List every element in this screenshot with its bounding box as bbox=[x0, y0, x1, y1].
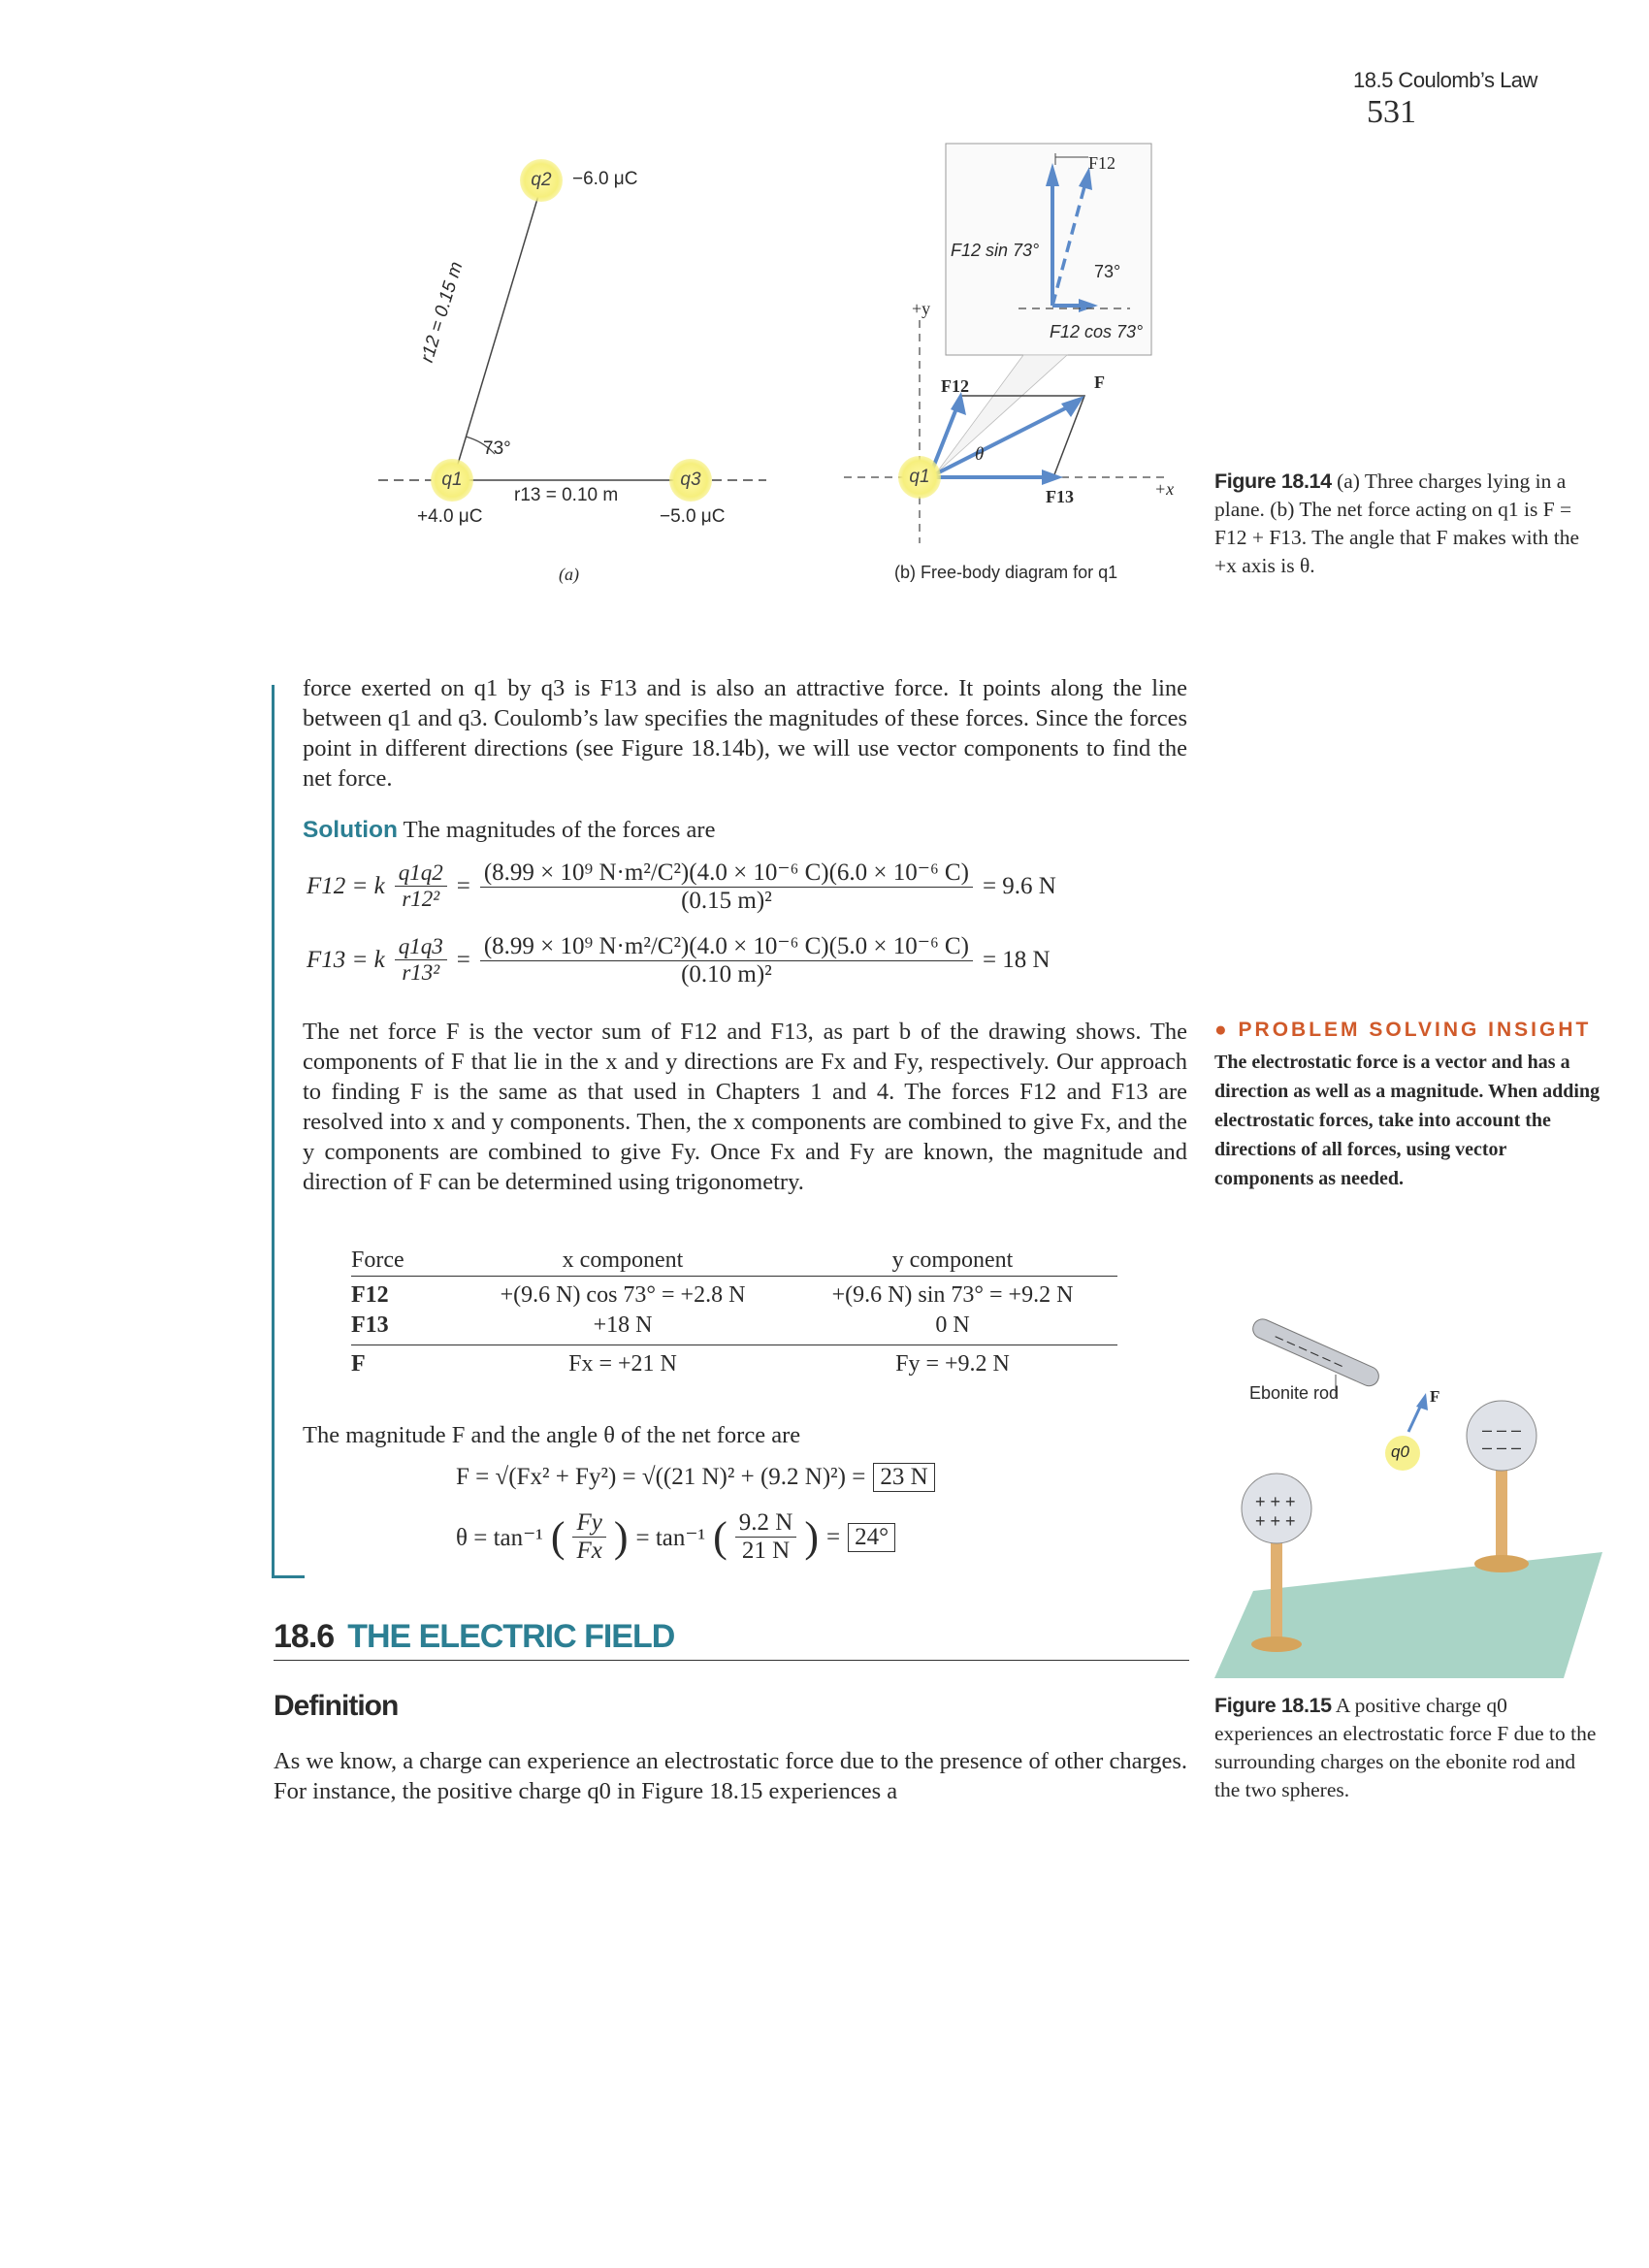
caption-label: Figure 18.15 bbox=[1214, 1694, 1332, 1717]
charge-q2: q2 bbox=[520, 159, 563, 202]
figure-15-illustration bbox=[1214, 1290, 1602, 1678]
q1-value: +4.0 μC bbox=[417, 506, 483, 527]
svg-text:– – –: – – – bbox=[1482, 1420, 1522, 1440]
charge-q3: q3 bbox=[669, 459, 712, 502]
paragraph-1: force exerted on q1 by q3 is F13 and is also an attractive force. It points along the line between q1 and q3. Coulomb’s law specifies the magnitudes of these forces. Since the forces point in different directions (see Figure 18.14b), we will use vector components to find the net force. bbox=[303, 675, 1187, 792]
figure-15-caption bbox=[1214, 1692, 1602, 1804]
charge-q0: q0 bbox=[1391, 1442, 1409, 1461]
eq2-lhs: F13 = k bbox=[307, 946, 385, 973]
q3-value: −5.0 μC bbox=[660, 506, 726, 527]
r13-label: r13 = 0.10 m bbox=[514, 485, 619, 505]
label-theta: θ bbox=[975, 444, 985, 465]
equation-f13: F13 = k $\frac{q1q3}{\text{r13²}}$ = $\frac{\text{(8.99 × 10⁹ N·m²/C²)(4.0 × 10⁻⁶ C)(5.0 × 10⁻⁶ C)}}{\text{(0.10 m)²}}$ = 18 N bbox=[307, 933, 1051, 988]
figure-14a-label: (a) bbox=[559, 565, 579, 584]
inset-F12: F12 bbox=[1088, 153, 1116, 173]
q2-value: −6.0 μC bbox=[572, 169, 638, 189]
charge-q1: q1 bbox=[431, 459, 473, 502]
page-number: 531 bbox=[1367, 94, 1416, 130]
charge-q1-b: q1 bbox=[898, 456, 941, 499]
eq2-value-fraction: $\frac{\text{(8.99 × 10⁹ N·m²/C²)(4.0 × 10⁻⁶ C)(5.0 × 10⁻⁶ C)}}{\text{(0.10 m)²}}$ bbox=[480, 931, 973, 988]
subheading: Definition bbox=[274, 1690, 399, 1722]
label-F12: F12 bbox=[941, 376, 969, 396]
plus-y: +y bbox=[912, 299, 931, 318]
problem-solving-insight bbox=[1214, 1019, 1602, 1193]
components-table bbox=[351, 1246, 1117, 1379]
inset-F12-cos: F12 cos 73° bbox=[1050, 322, 1144, 341]
eq1-result: = 9.6 N bbox=[982, 872, 1056, 899]
eq4-result: 24° bbox=[848, 1523, 895, 1552]
running-header bbox=[1353, 68, 1605, 131]
eq4-lhs: θ = tan⁻¹ bbox=[456, 1524, 543, 1551]
table-total-row: F Fx = +21 N Fy = +9.2 N bbox=[351, 1351, 1010, 1377]
equation-magnitude bbox=[456, 1463, 935, 1492]
figure-14b-label: (b) Free-body diagram for q1 bbox=[894, 563, 1118, 582]
angle-73: 73° bbox=[483, 438, 511, 459]
paragraph-3: The magnitude F and the angle θ of the net force are bbox=[303, 1422, 801, 1448]
equation-f12: F12 = k $\frac{q1q2}{\text{r12²}}$ = $\frac{\text{(8.99 × 10⁹ N·m²/C²)(4.0 × 10⁻⁶ C)(6.0 × 10⁻⁶ C)}}{\text{(0.15 m)²}}$ = 9.6 N bbox=[307, 859, 1056, 914]
section-title: 18.5 Coulomb’s Law bbox=[1353, 68, 1537, 92]
label-F: F bbox=[1094, 373, 1105, 392]
caption-label: Figure 18.14 bbox=[1214, 470, 1332, 493]
eq3-result: 23 N bbox=[873, 1463, 934, 1492]
table-row: F12 +(9.6 N) cos 73° = +2.8 N +(9.6 N) sin 73° = +9.2 N bbox=[351, 1282, 1074, 1308]
section-paragraph: As we know, a charge can experience an electrostatic force due to the presence of other charges. For instance, the positive charge q0 in Figure 18.15 experiences a bbox=[274, 1748, 1187, 1804]
force-F-label: F bbox=[1430, 1387, 1440, 1406]
table-row: F13 +18 N 0 N bbox=[351, 1311, 1117, 1345]
svg-text:+ + +: + + + bbox=[1255, 1511, 1296, 1531]
eq4-fraction-1: $\frac{Fy}{Fx}$ bbox=[572, 1509, 605, 1565]
figure-14-caption bbox=[1214, 468, 1602, 580]
ebonite-rod-label: Ebonite rod bbox=[1249, 1383, 1340, 1403]
figure-14a bbox=[369, 146, 776, 592]
solution-line bbox=[303, 815, 1187, 845]
solution-label: Solution bbox=[303, 817, 398, 843]
caption-text: A positive charge q0 experiences an electrostatic force F due to the surrounding charges on the ebonite rod and the two spheres. bbox=[1214, 1694, 1597, 1801]
section-number: 18.6 bbox=[274, 1618, 335, 1655]
eq1-value-fraction: $\frac{\text{(8.99 × 10⁹ N·m²/C²)(4.0 × 10⁻⁶ C)(6.0 × 10⁻⁶ C)}}{\text{(0.15 m)²}}$ bbox=[480, 858, 973, 915]
table-header-row bbox=[351, 1246, 1117, 1277]
inset-F12-sin: F12 sin 73° bbox=[951, 241, 1040, 260]
eq2-fraction: $\frac{q1q3}{\text{r13²}}$ bbox=[395, 934, 447, 986]
svg-text:– – –: – – – bbox=[1482, 1438, 1522, 1457]
eq3-lhs: F = √(Fx² + Fy²) = √((21 N)² + (9.2 N)²) = bbox=[456, 1464, 866, 1490]
header-force: Force bbox=[351, 1247, 404, 1273]
equation-angle: θ = tan⁻¹ ( $\frac{Fy}{Fx}$ ) = tan⁻¹ ( $\frac{9.2 N}{21 N}$ ) = 24° bbox=[456, 1509, 895, 1565]
eq1-fraction: $\frac{q1q2}{\text{r12²}}$ bbox=[395, 860, 447, 912]
section-heading bbox=[274, 1618, 1189, 1661]
svg-text:– – – – – –: – – – – – – bbox=[1272, 1328, 1346, 1374]
r12-label: r12 = 0.15 m bbox=[417, 259, 468, 366]
inset-angle: 73° bbox=[1094, 262, 1121, 281]
eq4-fraction-2: $\frac{9.2 N}{21 N}$ bbox=[735, 1509, 797, 1565]
figure-14b-lines bbox=[834, 136, 1193, 592]
plus-x: +x bbox=[1154, 479, 1175, 499]
eq1-lhs: F12 = k bbox=[307, 872, 385, 899]
label-F13: F13 bbox=[1046, 487, 1074, 506]
section-title: THE ELECTRIC FIELD bbox=[347, 1618, 675, 1655]
figure-15 bbox=[1214, 1290, 1602, 1678]
svg-text:+ + +: + + + bbox=[1255, 1492, 1296, 1511]
eq4-mid: = tan⁻¹ bbox=[635, 1524, 706, 1551]
example-sidebar-foot bbox=[272, 1575, 305, 1578]
psi-text: The electrostatic force is a vector and has a direction as well as a magnitude. When adding electrostatic forces, take into account the directions of all forces, using vector components as needed. bbox=[1214, 1052, 1600, 1189]
header-x: x component bbox=[562, 1247, 684, 1273]
eq2-result: = 18 N bbox=[982, 946, 1051, 973]
example-sidebar-rule bbox=[272, 685, 275, 1577]
figure-14b bbox=[834, 136, 1193, 592]
psi-title: ● PROBLEM SOLVING INSIGHT bbox=[1214, 1019, 1592, 1041]
solution-text: The magnitudes of the forces are bbox=[403, 817, 716, 843]
caption-text: (a) Three charges lying in a plane. (b) The net force acting on q1 is F = F12 + F13. The angle that F makes with the +x axis is θ. bbox=[1214, 470, 1579, 577]
paragraph-2: The net force F is the vector sum of F12 and F13, as part b of the drawing shows. The components of F that lie in the x and y directions are Fx and Fy, respectively. Our approach to finding F is the same as that used in Chapters 1 and 4. The forces F12 and F13 are resolved into x and y components. Then, the x components are combined to give Fx, and the y components are combined to give Fy. Once Fx and Fy are known, the magnitude and direction of F can be determined using trigonometry. bbox=[303, 1019, 1187, 1195]
header-y: y component bbox=[891, 1247, 1014, 1273]
